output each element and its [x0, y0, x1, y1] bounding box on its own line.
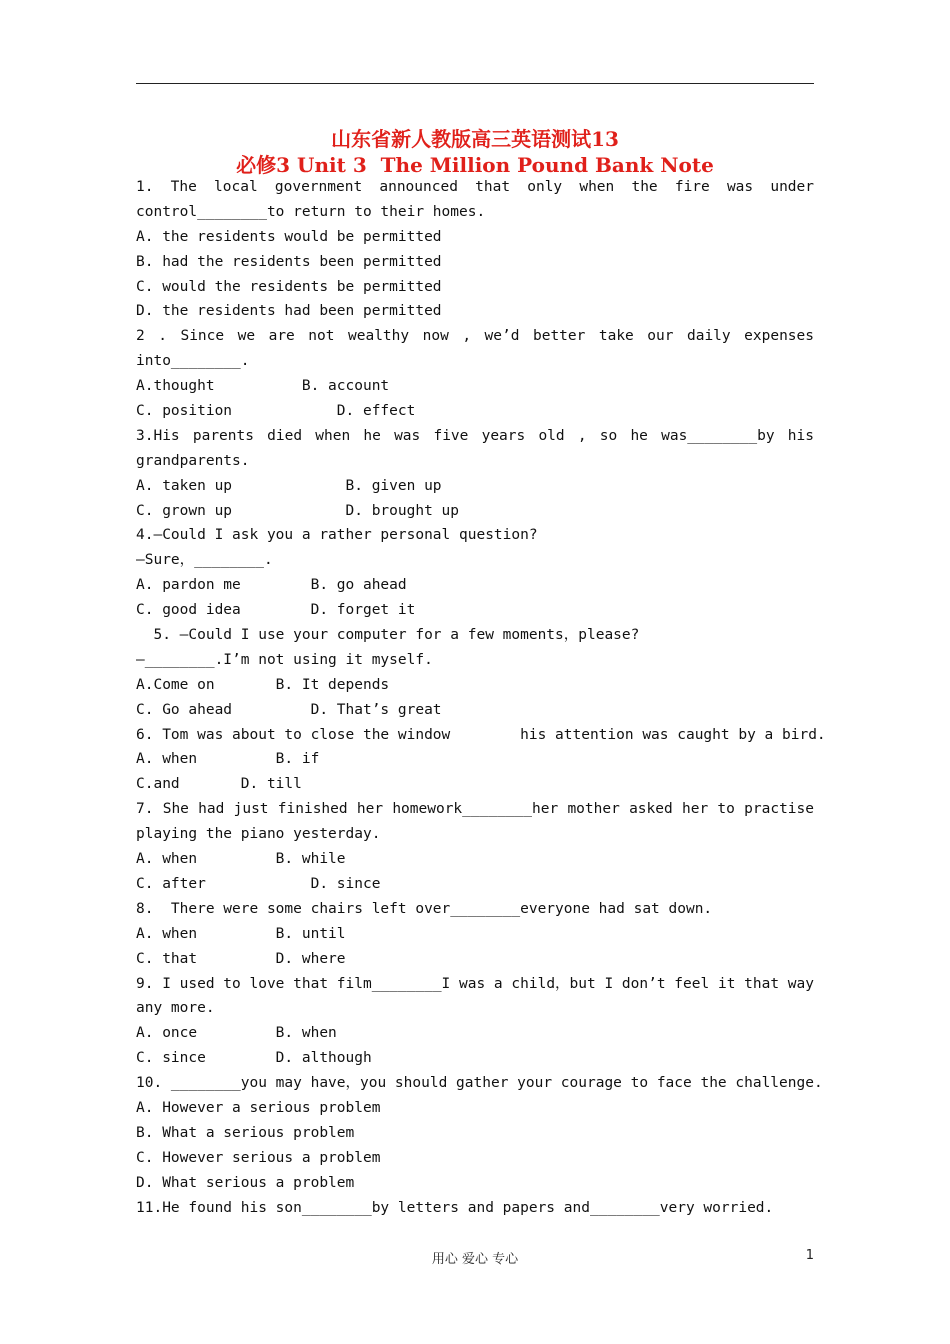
- question-line: A. when B. while: [136, 851, 346, 868]
- header-rule: [136, 83, 814, 84]
- question-9: [136, 972, 814, 1072]
- question-line: D. the residents had been permitted: [136, 303, 442, 320]
- question-line: A. However a serious problem: [136, 1099, 381, 1116]
- question-line: A. taken up B. given up: [136, 477, 442, 494]
- question-1: [136, 175, 814, 324]
- question-line: B. What a serious problem: [136, 1124, 355, 1141]
- question-line: C. grown up D. brought up: [136, 502, 460, 519]
- question-line: C. position D. effect: [136, 403, 416, 420]
- question-line: —Sure，________.: [136, 552, 273, 569]
- question-stem: 7. She had just finished her homework________her mother asked her to practise: [136, 801, 814, 818]
- question-11: [136, 1196, 814, 1221]
- question-stem: 5. —Could I use your computer for a few moments，please?: [136, 627, 640, 644]
- question-line: C. good idea D. forget it: [136, 602, 416, 619]
- question-line: D. What serious a problem: [136, 1174, 355, 1191]
- question-stem: 9. I used to love that film________I was a child，but I don’t feel it that way: [136, 975, 814, 992]
- question-5: [136, 623, 814, 723]
- question-line: A. once B. when: [136, 1025, 337, 1042]
- question-10: [136, 1071, 823, 1195]
- question-stem: 8. There were some chairs left over________everyone had sat down.: [136, 900, 713, 917]
- question-line: B. had the residents been permitted: [136, 253, 442, 270]
- question-line: C. Go ahead D. That’s great: [136, 701, 442, 718]
- question-line: C.and D. till: [136, 776, 302, 793]
- question-line: playing the piano yesterday.: [136, 826, 381, 843]
- question-stem: 11.He found his son________by letters and papers and________very worried.: [136, 1199, 774, 1216]
- question-6: [136, 723, 826, 798]
- question-line: any more.: [136, 1000, 215, 1017]
- question-stem: 6. Tom was about to close the window his attention was caught by a bird.: [136, 726, 826, 743]
- question-stem: 10. ________you may have，you should gather your courage to face the challenge.: [136, 1075, 823, 1092]
- question-line: —________.I’m not using it myself.: [136, 651, 433, 668]
- question-line: A. pardon me B. go ahead: [136, 577, 407, 594]
- question-line: A.thought B. account: [136, 378, 390, 395]
- document-subtitle: 必修3 Unit 3 The Million Pound Bank Note: [236, 153, 714, 177]
- question-4: [136, 523, 814, 623]
- question-line: control________to return to their homes.: [136, 203, 486, 220]
- question-3: [136, 424, 814, 524]
- question-line: A. when B. until: [136, 925, 346, 942]
- question-line: C. would the residents be permitted: [136, 278, 442, 295]
- question-7: [136, 797, 814, 897]
- document-title: 山东省新人教版高三英语测试13: [331, 127, 619, 151]
- question-line: C. after D. since: [136, 875, 381, 892]
- question-line: grandparents.: [136, 452, 250, 469]
- footer-slogan: 用心 爱心 专心: [431, 1252, 519, 1267]
- question-line: C. since D. although: [136, 1050, 372, 1067]
- question-8: [136, 897, 814, 972]
- question-line: A.Come on B. It depends: [136, 676, 390, 693]
- question-stem: 1. The local government announced that only when the fire was under: [136, 179, 814, 195]
- question-stem: 4.—Could I ask you a rather personal question?: [136, 527, 538, 544]
- question-line: into________.: [136, 353, 250, 370]
- question-stem: 2 . Since we are not wealthy now , we’d better take our daily expenses: [136, 328, 814, 345]
- question-2: [136, 324, 814, 424]
- question-line: A. the residents would be permitted: [136, 228, 442, 245]
- question-line: C. that D. where: [136, 950, 346, 967]
- question-line: A. when B. if: [136, 751, 320, 768]
- question-stem: 3.His parents died when he was five years old , so he was________by his: [136, 427, 814, 444]
- page-number: 1: [805, 1248, 814, 1263]
- question-line: C. However serious a problem: [136, 1149, 381, 1166]
- question-list: [136, 175, 826, 1220]
